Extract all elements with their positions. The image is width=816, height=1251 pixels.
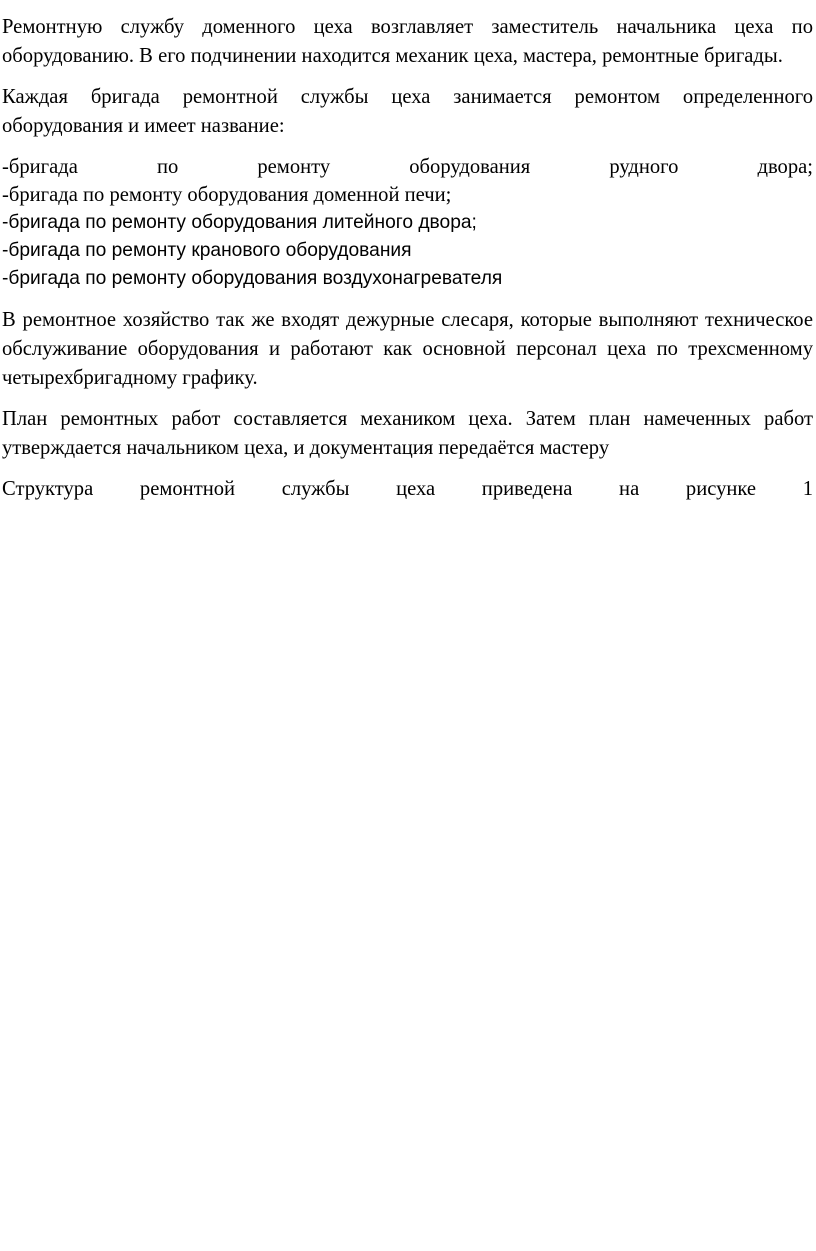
list-item-casting-yard: -бригада по ремонту оборудования литейного двора; xyxy=(2,212,477,233)
paragraph-repair-service-head: Ремонтную службу доменного цеха возглавляет заместитель начальника цеха по оборудованию. В его подчинении находится механик цеха, мастера, ремонтные бригады. xyxy=(2,16,813,67)
paragraph-repair-plan: План ремонтных работ составляется механиком цеха. Затем план намеченных работ утверждается начальником цеха, и документация передаётся мастеру xyxy=(2,408,813,459)
list-item-blast-furnace: -бригада по ремонту оборудования доменной печи; xyxy=(2,184,452,206)
list-item-air-heater: -бригада по ремонту оборудования воздухонагревателя xyxy=(2,268,503,289)
list-item-crane-equipment: -бригада по ремонту кранового оборудования xyxy=(2,240,412,261)
brigade-list xyxy=(2,153,813,293)
paragraph-structure-reference: Структура ремонтной службы цеха приведена на рисунке 1 xyxy=(2,478,813,500)
paragraph-brigades-intro: Каждая бригада ремонтной службы цеха занимается ремонтом определенного оборудования и имеет название: xyxy=(2,86,813,137)
paragraph-duty-fitters: В ремонтное хозяйство так же входят дежурные слесаря, которые выполняют техническое обслуживание оборудования и работают как основной персонал цеха по трехсменному четырехбригадному графику. xyxy=(2,309,813,389)
list-item-ore-yard: -бригада по ремонту оборудования рудного двора; xyxy=(2,156,813,178)
